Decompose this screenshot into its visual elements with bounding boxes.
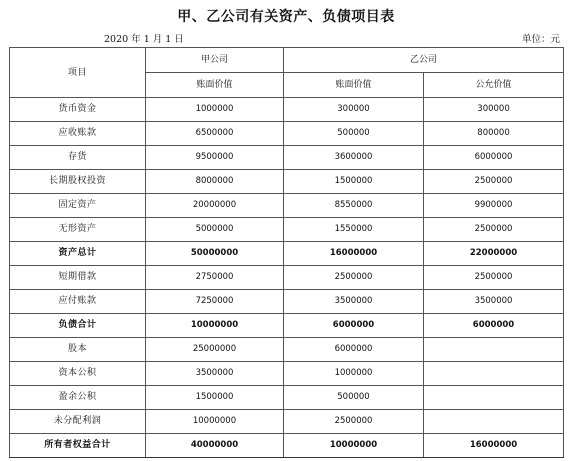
company-a-book-value: 3500000 [146,362,284,386]
company-a-book-value: 8000000 [146,170,284,194]
company-b-book-value: 1550000 [284,218,424,242]
table-row [10,338,564,362]
company-b-fair-value [424,410,564,434]
company-b-book-value: 2500000 [284,266,424,290]
row-label: 未分配利润 [10,410,146,434]
row-label: 长期股权投资 [10,170,146,194]
header-a-book-value: 账面价值 [146,73,284,98]
company-b-book-value: 2500000 [284,410,424,434]
row-label: 资产总计 [10,242,146,266]
company-b-book-value: 500000 [284,122,424,146]
company-b-book-value: 6000000 [284,338,424,362]
company-b-book-value: 16000000 [284,242,424,266]
company-b-book-value: 3600000 [284,146,424,170]
balance-table [9,47,564,458]
table-row [10,266,564,290]
company-b-fair-value [424,362,564,386]
table-row [10,194,564,218]
table-row [10,98,564,122]
balance-table-body [10,48,564,458]
company-a-book-value: 10000000 [146,314,284,338]
table-row [10,386,564,410]
company-a-book-value: 7250000 [146,290,284,314]
company-a-book-value: 25000000 [146,338,284,362]
company-b-book-value: 10000000 [284,434,424,458]
company-b-book-value: 500000 [284,386,424,410]
table-row [10,362,564,386]
company-b-fair-value [424,338,564,362]
row-label: 股本 [10,338,146,362]
table-row [10,314,564,338]
company-b-book-value: 6000000 [284,314,424,338]
table-row [10,218,564,242]
company-b-book-value: 3500000 [284,290,424,314]
row-label: 资本公积 [10,362,146,386]
company-b-fair-value: 800000 [424,122,564,146]
row-label: 货币资金 [10,98,146,122]
row-label: 固定资产 [10,194,146,218]
row-label: 应付账款 [10,290,146,314]
company-a-book-value: 50000000 [146,242,284,266]
header-row-companies [10,48,564,73]
company-a-book-value: 2750000 [146,266,284,290]
header-company-b: 乙公司 [284,48,564,73]
company-b-fair-value: 22000000 [424,242,564,266]
table-row [10,170,564,194]
company-b-fair-value: 16000000 [424,434,564,458]
row-label: 负债合计 [10,314,146,338]
header-b-fair-value: 公允价值 [424,73,564,98]
header-b-book-value: 账面价值 [284,73,424,98]
company-a-book-value: 6500000 [146,122,284,146]
company-b-fair-value: 2500000 [424,170,564,194]
company-a-book-value: 10000000 [146,410,284,434]
company-a-book-value: 1000000 [146,98,284,122]
currency-unit: 单位：元 [521,34,560,45]
company-a-book-value: 1500000 [146,386,284,410]
table-row [10,146,564,170]
company-b-fair-value: 2500000 [424,218,564,242]
table-row [10,290,564,314]
header-item: 项目 [10,48,146,98]
row-label: 所有者权益合计 [10,434,146,458]
company-a-book-value: 5000000 [146,218,284,242]
company-b-fair-value: 2500000 [424,266,564,290]
page-title: 甲、乙公司有关资产、负债项目表 [177,9,395,25]
report-date: 2020 年 1 月 1 日 [104,34,184,45]
table-row [10,122,564,146]
row-label: 盈余公积 [10,386,146,410]
company-b-fair-value: 300000 [424,98,564,122]
company-b-book-value: 1500000 [284,170,424,194]
company-b-book-value: 300000 [284,98,424,122]
row-label: 应收账款 [10,122,146,146]
company-a-book-value: 20000000 [146,194,284,218]
company-a-book-value: 9500000 [146,146,284,170]
company-b-fair-value: 6000000 [424,146,564,170]
header-company-a: 甲公司 [146,48,284,73]
company-b-fair-value: 9900000 [424,194,564,218]
company-b-book-value: 8550000 [284,194,424,218]
company-b-fair-value [424,386,564,410]
company-a-book-value: 40000000 [146,434,284,458]
row-label: 短期借款 [10,266,146,290]
company-b-book-value: 1000000 [284,362,424,386]
row-label: 存货 [10,146,146,170]
company-b-fair-value: 6000000 [424,314,564,338]
table-row [10,410,564,434]
row-label: 无形资产 [10,218,146,242]
table-row [10,434,564,458]
company-b-fair-value: 3500000 [424,290,564,314]
table-row [10,242,564,266]
